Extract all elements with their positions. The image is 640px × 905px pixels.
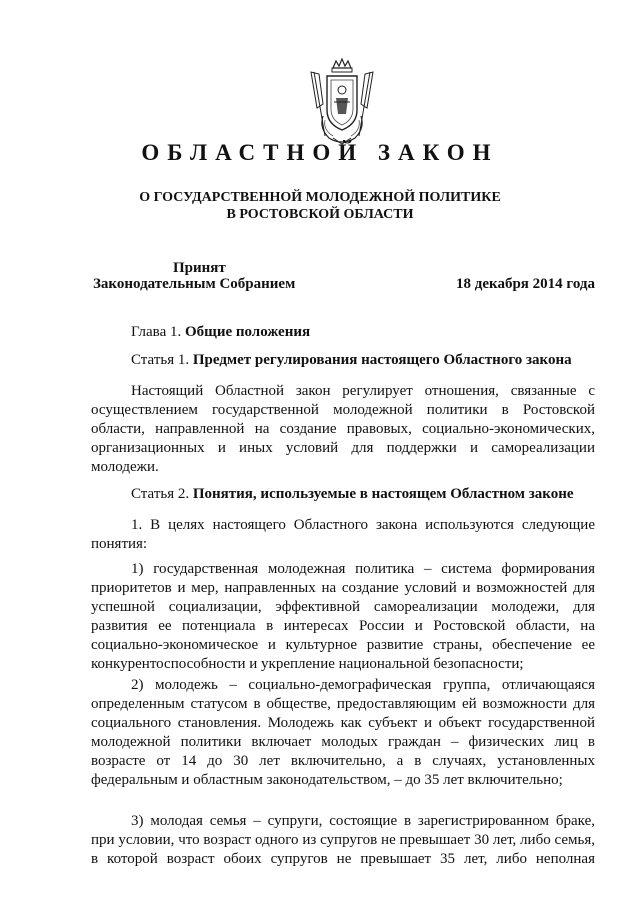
article2-paragraph-2: 1) государственная молодежная политика – система формирования приоритетов и мер, направленных на создание условий и возможностей для успешной социализации, эффективной самореализации молодежи, для развития ее потенциала в интересах России и Ростовской области, на социально-экономическое и культурное развитие страны, обеспечение ее конкурентоспособности и укрепление национальной безопасности; [91, 561, 595, 672]
adopted-label: Принят [173, 260, 226, 276]
article1-title: Предмет регулирования настоящего Областного закона [192, 352, 572, 368]
article1-prefix: Статья 1. [131, 352, 190, 368]
document-subtitle-line1: О ГОСУДАРСТВЕННОЙ МОЛОДЕЖНОЙ ПОЛИТИКЕ [139, 190, 501, 205]
adopted-by: Законодательным Собранием [93, 276, 296, 292]
article2-prefix: Статья 2. [131, 486, 190, 502]
article2-heading [131, 486, 574, 503]
document-subtitle-line2: В РОСТОВСКОЙ ОБЛАСТИ [226, 207, 414, 222]
article2-paragraph-3: 2) молодежь – социально-демографическая группа, отличающаяся определенным статусом в обществе, предоставляющим ей возможности для социального становления. Молодежь как субъект и объект государственной молодежной политики включает молодых граждан – физических лиц в возрасте от 14 до 30 лет включительно, а в случаях, установленных федеральным и областным законодательством, – до 35 лет включительно; [91, 677, 595, 788]
article2-title: Понятия, используемые в настоящем Областном законе [192, 486, 574, 502]
article1-heading [131, 352, 572, 369]
chapter-prefix: Глава 1. [131, 324, 182, 340]
chapter-heading [131, 324, 310, 341]
coat-of-arms-icon [303, 58, 381, 146]
article2-paragraph-4: 3) молодая семья – супруги, состоящие в зарегистрированном браке, при условии, что возраст одного из супругов не превышает 30 лет, либо семья, в которой возраст обоих супругов не превышает 35 лет, либо неполная [91, 813, 595, 867]
document-title: ОБЛАСТНОЙ ЗАКОН [141, 140, 499, 165]
adopted-date: 18 декабря 2014 года [456, 276, 595, 292]
article2-paragraph-1: 1. В целях настоящего Областного закона используются следующие понятия: [91, 517, 595, 552]
article1-text: Настоящий Областной закон регулирует отношения, связанные с осуществлением государственной молодежной политики в Ростовской области, направленной на создание правовых, социально-экономических, организационных и иных условий для поддержки и самореализации молодежи. [91, 383, 595, 475]
chapter-title: Общие положения [184, 324, 311, 340]
